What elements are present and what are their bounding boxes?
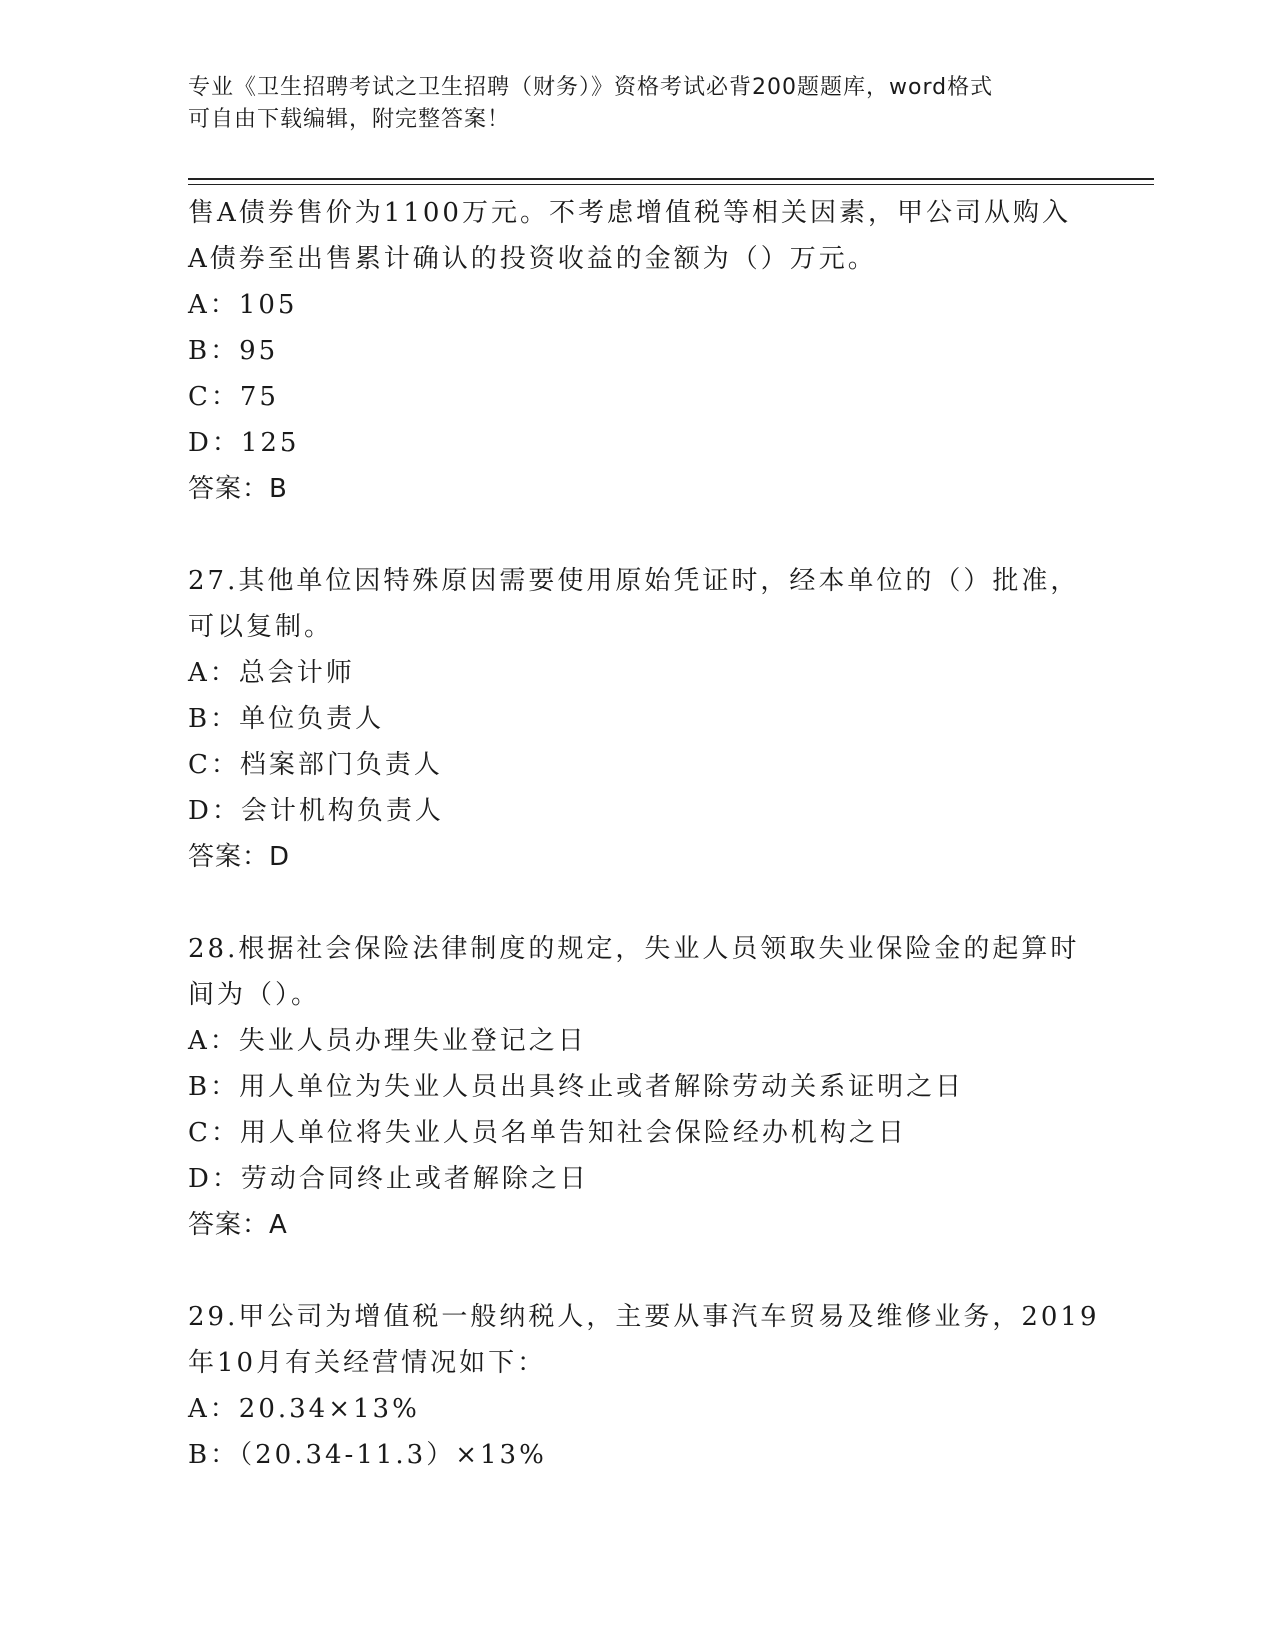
answer-text: 答案：B <box>188 474 288 504</box>
document-body <box>188 190 1100 1478</box>
question-27 <box>188 558 1088 880</box>
option-b: B：（20.34-11.3）×13% <box>188 1440 547 1470</box>
option-b: B：单位负责人 <box>188 704 385 734</box>
option-c: C：75 <box>188 382 279 412</box>
question-28 <box>188 926 1088 1248</box>
option-d: D：会计机构负责人 <box>188 796 444 826</box>
option-a: A：失业人员办理失业登记之日 <box>188 1026 587 1056</box>
spacer <box>188 512 1088 558</box>
question-29 <box>188 1294 1100 1478</box>
spacer <box>188 1248 1088 1294</box>
header-rule-thin <box>188 184 1154 185</box>
question-stem: 28.根据社会保险法律制度的规定，失业人员领取失业保险金的起算时 <box>188 934 1080 964</box>
answer-text: 答案：D <box>188 842 291 872</box>
header-line-1: 专业《卫生招聘考试之卫生招聘（财务）》资格考试必背200题题库，word格式 <box>188 75 994 100</box>
option-b: B：95 <box>188 336 279 366</box>
header-rule-thick <box>188 178 1154 180</box>
answer-text: 答案：A <box>188 1210 288 1240</box>
header-line-2: 可自由下载编辑，附完整答案！ <box>188 107 511 132</box>
question-26 <box>188 190 1088 512</box>
option-a: A：105 <box>188 290 298 320</box>
question-stem: 27.其他单位因特殊原因需要使用原始凭证时，经本单位的（）批准， <box>188 566 1080 596</box>
option-c: C：用人单位将失业人员名单告知社会保险经办机构之日 <box>188 1118 907 1148</box>
option-d: D：125 <box>188 428 300 458</box>
question-stem: 年10月有关经营情况如下： <box>188 1348 547 1378</box>
option-a: A：20.34×13% <box>188 1394 420 1424</box>
option-b: B：用人单位为失业人员出具终止或者解除劳动关系证明之日 <box>188 1072 965 1102</box>
option-c: C：档案部门负责人 <box>188 750 443 780</box>
option-d: D：劳动合同终止或者解除之日 <box>188 1164 589 1194</box>
document-header <box>188 72 1088 136</box>
spacer <box>188 880 1088 926</box>
question-stem: 29.甲公司为增值税一般纳税人，主要从事汽车贸易及维修业务，2019 <box>188 1302 1100 1332</box>
question-stem: 售A债券售价为1100万元。不考虑增值税等相关因素，甲公司从购入 <box>188 198 1071 228</box>
question-stem: 间为（）。 <box>188 980 321 1010</box>
option-a: A：总会计师 <box>188 658 355 688</box>
question-stem: A债券至出售累计确认的投资收益的金额为（）万元。 <box>188 244 877 274</box>
question-stem: 可以复制。 <box>188 612 334 642</box>
